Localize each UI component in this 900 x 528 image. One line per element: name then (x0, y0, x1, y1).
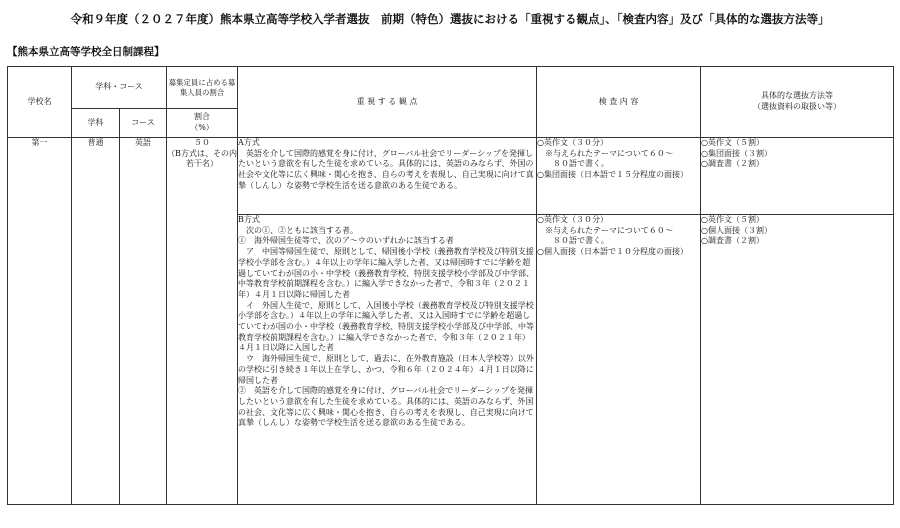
header-ratio-group: 募集定員に占める募集人員の割合 (167, 67, 238, 109)
cell-school: 第一 (8, 138, 72, 505)
header-method-sub: （選抜資料の取扱い等） (753, 102, 842, 111)
cell-viewpoint-a: A方式 英語を介して国際的感覚を身に付け、グローバル社会でリーダーシップを発揮したいという意欲を有した生徒を求めている。具体的には、英語のみならず、外国の社会や文化等に広く興味・関心を抱き、自らの考えを表現し、自己実現に向けて真摯（しんし）な姿勢で学校生活を送る意欲のある生徒である。 (238, 138, 537, 215)
cell-exam-a: ○英作文（３０分） ※与えられたテーマについて６０～ ８０語で書く。 ○集団面接（日本語で１５分程度の面接） (537, 138, 701, 215)
header-course: コース (120, 109, 167, 138)
header-method (701, 67, 894, 138)
document-subtitle: 【熊本県立高等学校全日制課程】 (7, 46, 165, 58)
cell-method-b: ○英作文（５割） ○個人面接（３割） ○調査書（２割） (701, 215, 894, 505)
header-row-1 (8, 67, 894, 109)
table-row-a (8, 138, 894, 215)
header-ratio-unit: （%） (190, 123, 214, 132)
cell-exam-b: ○英作文（３０分） ※与えられたテーマについて６０～ ８０語で書く。 ○個人面接（日本語で１０分程度の面接） (537, 215, 701, 505)
selection-table (7, 66, 894, 505)
cell-method-a: ○英作文（５割） ○集団面接（３割） ○調査書（２割） (701, 138, 894, 215)
cell-viewpoint-b: B方式 次の①、②ともに該当する者。 ① 海外帰国生徒等で、次のア～ウのいずれかに該当する者 ア 中国等帰国生徒で、原則として、帰国後小学校（義務教育学校及び特別支援学校小学部を含む。）４年以上の学年に編入学した者、又は帰国時すでに学齢を超過していてわが国の小・中学校（義務教育学校、特別支援学校小学部及び中学部、中等教育学校前期課程を含む。）に編入学できなかった者で、令和３年（２０２１年）４月１日以降に帰国した者 イ 外国人生徒で、原則として、入国後小学校（義務教育学校及び特別支援学校小学部を含む。）４年以上の学年に編入学した者、又は入国時すでに学齢を超過していてわが国の小・中学校（義務教育学校、特別支援学校小学部及び中学部、中等教育学校前期課程を含む。）に編入学できなかった者で、令和３年（２０２１年）４月１日以降に入国した者 ウ 海外帰国生徒で、原則として、過去に、在外教育施設（日本人学校等）以外の学校に引き続き１年以上在学し、かつ、令和６年（２０２４年）４月１日以降に帰国した者 ② 英語を介して国際的感覚を身に付け、グローバル社会でリーダーシップを発揮したいという意欲を有した生徒を求めている。具体的には、英語のみならず、外国の社会、文化等に広く興味・関心を抱き、自らの考えを表現し、自己実現に向けて真摯（しんし）な姿勢で学校生活を送る意欲のある生徒である。 (238, 215, 537, 505)
header-dept-course: 学科・コース (72, 67, 167, 109)
header-dept: 学科 (72, 109, 120, 138)
cell-dept: 普通 (72, 138, 120, 505)
header-ratio (167, 109, 238, 138)
document-title: 令和９年度（２０２７年度）熊本県立高等学校入学者選抜 前期（特色）選抜における「重視する観点」、「検査内容」及び「具体的な選抜方法等」 (70, 12, 830, 26)
header-exam: 検 査 内 容 (537, 67, 701, 138)
header-school: 学校名 (8, 67, 72, 138)
header-ratio-label: 割合 (194, 112, 211, 122)
cell-course: 英語 (120, 138, 167, 505)
cell-ratio: ５０ （B方式は、その内若干名） (167, 138, 238, 505)
header-method-label: 具体的な選抜方法等 (761, 91, 834, 101)
header-viewpoint: 重 視 す る 観 点 (238, 67, 537, 138)
